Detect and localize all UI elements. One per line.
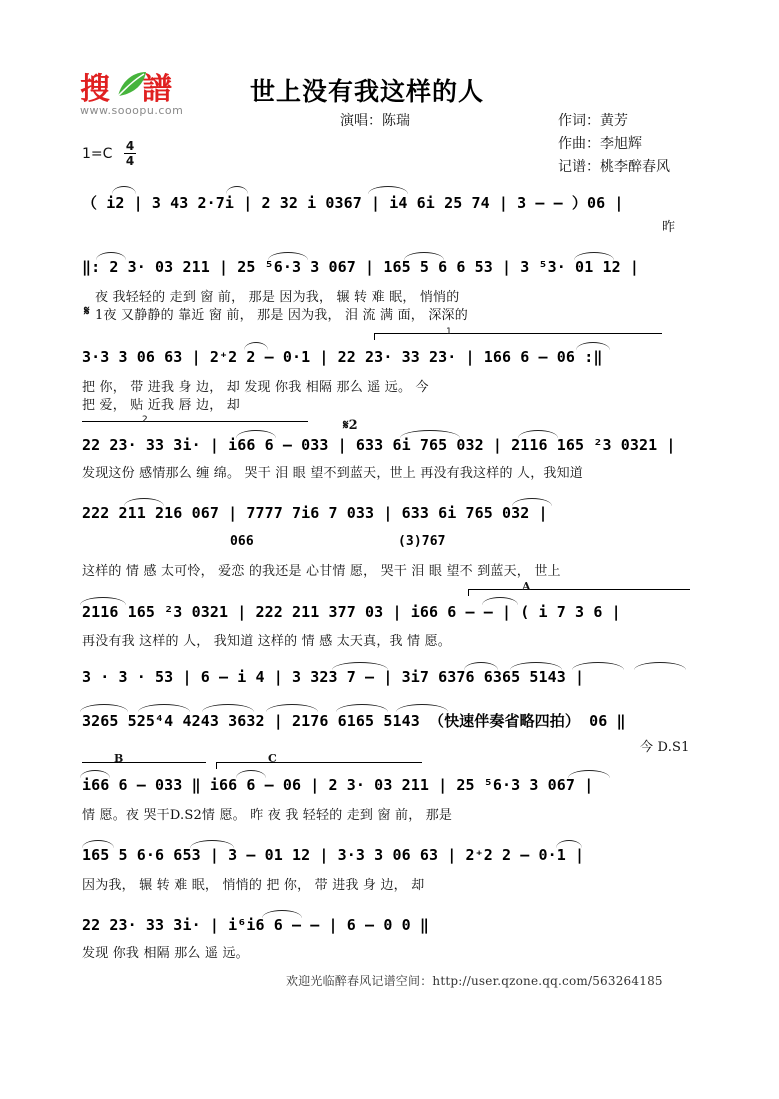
score-line-1: （ i2 | 3 43 2·7i | 2 32 i 0367 | i4 6i 25 74 | 3 – – ）06 |: [82, 194, 624, 212]
segno-mark-2: 𝄋2: [343, 418, 358, 433]
alt-notes-066: 066: [230, 534, 254, 549]
meter-bottom: 4: [125, 154, 135, 168]
volta-2-bracket: [82, 421, 308, 422]
transcriber-credit: 记谱：桃李醉春风: [558, 159, 670, 175]
coda-c-tick: [216, 762, 217, 769]
volta-1-tick: [374, 333, 375, 340]
alt-notes-767: (3)767: [398, 534, 446, 549]
score-line-4: 22 23· 33 3i· | i66 6 – 033 | 633 6i 765 032 | 2116 165 ²3 0321 |: [82, 436, 676, 454]
score-line-9: i66 6 – 033 ‖ i66 6 – 06 | 2 3· 03 211 | 25 ⁵6·3 3 067 |: [82, 776, 594, 794]
lyric-line-11: 发现 你我 相隔 那么 遥 远。: [82, 946, 249, 961]
coda-b-label: B: [114, 752, 124, 765]
score-line-3: 3·3 3 06 63 | 2⁺2 2 – 0·1 | 22 23· 33 23· | 166 6 – 06 :‖: [82, 348, 603, 366]
score-line-6: 2116 165 ²3 0321 | 222 211 377 03 | i66 6 – – | ( i 7 3 6 |: [82, 603, 621, 621]
coda-a-tick: [468, 589, 469, 596]
lyric-line-8: 今 D.S1: [640, 740, 690, 755]
green-leaf-icon: [116, 70, 148, 98]
volta-2-number: 2: [142, 415, 148, 425]
volta-1-number: 1: [446, 327, 452, 337]
key-signature: 1=C: [82, 146, 113, 162]
footer-credit-link[interactable]: 欢迎光临醉春风记谱空间：http://user.qzone.qq.com/563264185: [286, 974, 663, 988]
sooopu-logo[interactable]: [80, 62, 202, 122]
composer-credit: 作曲：李旭辉: [558, 136, 642, 152]
score-line-7: 3 · 3 · 53 | 6 – i 4 | 3 323 7 – | 3i7 6376 6365 5143 |: [82, 668, 585, 686]
lyric-line-3a: 把 你， 带 进我 身 边， 却 发现 你我 相隔 那么 遥 远。 今: [82, 380, 429, 395]
singer-credit: 演唱：陈瑞: [340, 113, 410, 129]
lyric-line-6: 再没有我 这样的 人， 我知道 这样的 情 感 太天真，我 情 愿。: [82, 634, 451, 649]
coda-c-label: C: [268, 752, 277, 765]
score-line-11: 22 23· 33 3i· | i⁶i6 6 – – | 6 – 0 0 ‖: [82, 916, 429, 934]
score-line-2: ‖: 2 3· 03 211 | 25 ⁵6·3 3 067 | 165 5 6 6 53 | 3 ⁵3· 01 12 |: [82, 258, 639, 276]
logo-char-left: 搜: [80, 72, 110, 107]
segno-mark-1: 𝄋: [84, 304, 90, 319]
coda-b-bracket: [82, 762, 206, 763]
coda-c-bracket: [216, 762, 422, 763]
coda-a-bracket: [468, 589, 690, 590]
lyric-line-4: 发现这份 感情那么 缠 绵。 哭干 泪 眼 望不到蓝天，世上 再没有我这样的 人，我知道: [82, 466, 583, 481]
logo-char-right: 譜: [142, 72, 172, 107]
meter-top: 4: [125, 139, 135, 153]
score-line-8: 3265 525⁴4 4243 3632 | 2176 6165 5143 （快速伴奏省略四拍） 06 ‖: [82, 712, 626, 730]
lyricist-credit: 作词：黄芳: [558, 113, 628, 129]
lyric-line-2b: 1夜 又静静的 靠近 窗 前， 那是 因为我， 泪 流 满 面， 深深的: [95, 308, 468, 323]
score-line-10: 165 5 6·6 653 | 3 – 01 12 | 3·3 3 06 63 | 2⁺2 2 – 0·1 |: [82, 846, 585, 864]
lyric-line-1: 昨: [662, 220, 676, 235]
lyric-line-5: 这样的 情 感 太可怜， 爱恋 的我还是 心甘情 愿， 哭干 泪 眼 望不 到蓝天， 世上: [82, 564, 561, 579]
volta-1-bracket: [374, 333, 662, 334]
time-signature: [124, 140, 136, 167]
lyric-line-9: 情 愿。夜 哭干D.S2情 愿。 昨 夜 我 轻轻的 走到 窗 前， 那是: [82, 808, 453, 823]
logo-url: www.sooopu.com: [80, 104, 184, 117]
song-title: 世上没有我这样的人: [250, 77, 485, 106]
coda-a-label: A: [522, 580, 531, 593]
lyric-line-10: 因为我， 辗 转 难 眠， 悄悄的 把 你， 带 进我 身 边， 却: [82, 878, 425, 893]
score-line-5: 222 211 216 067 | 7777 7i6 7 033 | 633 6i 765 032 |: [82, 504, 548, 522]
lyric-line-2a: 夜 我轻轻的 走到 窗 前， 那是 因为我， 辗 转 难 眠， 悄悄的: [95, 290, 460, 305]
lyric-line-3b: 把 爱， 贴 近我 唇 边， 却: [82, 398, 240, 413]
